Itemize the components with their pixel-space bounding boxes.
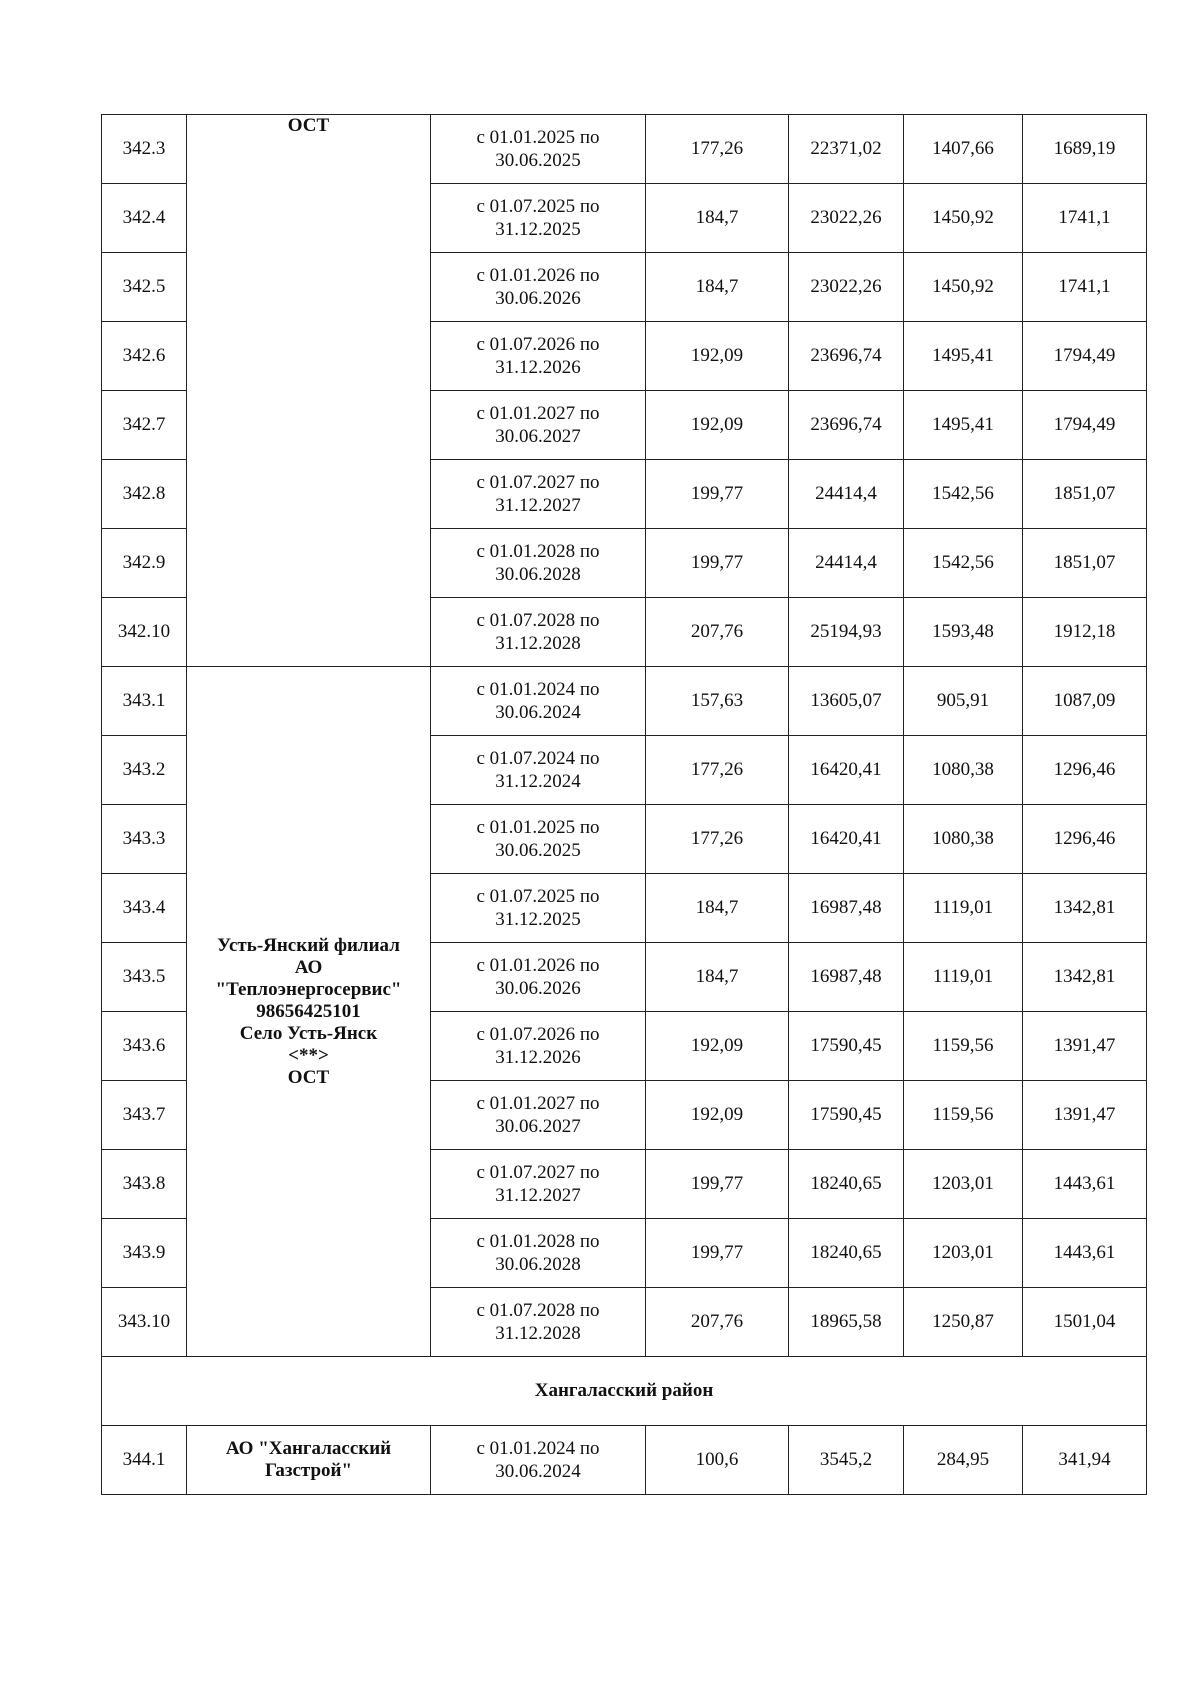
period-line: с 01.01.2026 по (476, 265, 600, 286)
organization-line: Усть-Янский филиал (217, 934, 400, 956)
period-line: 31.12.2025 (495, 219, 581, 240)
value-cell-1: 192,09 (646, 322, 789, 391)
period-line: 31.12.2027 (495, 495, 581, 516)
value-cell-2: 16987,48 (789, 874, 904, 943)
value-cell-2: 13605,07 (789, 667, 904, 736)
value-cell-3: 1119,01 (904, 943, 1023, 1012)
value-cell-4: 1851,07 (1023, 460, 1147, 529)
value-cell-1: 199,77 (646, 460, 789, 529)
value-cell-4: 1794,49 (1023, 322, 1147, 391)
value-cell-3: 1119,01 (904, 874, 1023, 943)
value-cell-3: 1159,56 (904, 1081, 1023, 1150)
value-cell-1: 100,6 (646, 1426, 789, 1495)
period-line: с 01.01.2026 по (476, 955, 600, 976)
value-cell-1: 207,76 (646, 598, 789, 667)
value-cell-1: 184,7 (646, 253, 789, 322)
value-cell-4: 1342,81 (1023, 943, 1147, 1012)
section-title: Хангаласский район (102, 1357, 1147, 1426)
value-cell-4: 1087,09 (1023, 667, 1147, 736)
value-cell-1: 199,77 (646, 529, 789, 598)
value-cell-3: 1593,48 (904, 598, 1023, 667)
period-cell (431, 529, 646, 598)
period-cell (431, 1012, 646, 1081)
value-cell-1: 184,7 (646, 943, 789, 1012)
section-row (102, 1357, 1147, 1426)
value-cell-4: 1296,46 (1023, 736, 1147, 805)
organization-line: ОСТ (287, 115, 330, 136)
value-cell-4: 1391,47 (1023, 1081, 1147, 1150)
row-number-cell: 343.1 (102, 667, 187, 736)
value-cell-3: 1080,38 (904, 736, 1023, 805)
value-cell-2: 18240,65 (789, 1219, 904, 1288)
period-line: 30.06.2025 (495, 150, 581, 171)
row-number-cell: 343.4 (102, 874, 187, 943)
period-line: с 01.07.2025 по (476, 196, 600, 217)
value-cell-4: 1443,61 (1023, 1219, 1147, 1288)
row-number-cell: 343.2 (102, 736, 187, 805)
period-cell (431, 943, 646, 1012)
value-cell-1: 157,63 (646, 667, 789, 736)
period-line: 31.12.2026 (495, 1047, 581, 1068)
period-line: с 01.07.2028 по (476, 1300, 600, 1321)
period-line: с 01.07.2026 по (476, 1024, 600, 1045)
period-line: с 01.01.2027 по (476, 1093, 600, 1114)
period-cell (431, 391, 646, 460)
value-cell-4: 1794,49 (1023, 391, 1147, 460)
row-number-cell: 342.5 (102, 253, 187, 322)
period-cell (431, 322, 646, 391)
value-cell-3: 1450,92 (904, 184, 1023, 253)
row-number-cell: 343.10 (102, 1288, 187, 1357)
organization-line: ОСТ (287, 1066, 330, 1088)
row-number-cell: 342.4 (102, 184, 187, 253)
period-cell (431, 805, 646, 874)
period-line: с 01.01.2028 по (476, 1231, 600, 1252)
period-line: с 01.07.2027 по (476, 472, 600, 493)
period-line: 30.06.2026 (495, 978, 581, 999)
period-line: 31.12.2028 (495, 1323, 581, 1344)
value-cell-2: 24414,4 (789, 460, 904, 529)
row-number-cell: 344.1 (102, 1426, 187, 1495)
value-cell-4: 1342,81 (1023, 874, 1147, 943)
value-cell-1: 177,26 (646, 115, 789, 184)
row-number-cell: 342.3 (102, 115, 187, 184)
period-line: с 01.01.2027 по (476, 403, 600, 424)
value-cell-3: 1159,56 (904, 1012, 1023, 1081)
period-cell (431, 1219, 646, 1288)
period-line: 30.06.2028 (495, 564, 581, 585)
value-cell-4: 1851,07 (1023, 529, 1147, 598)
value-cell-2: 23696,74 (789, 322, 904, 391)
organization-line: Село Усть-Янск (239, 1022, 378, 1044)
organization-line: <**> (288, 1044, 329, 1066)
tariff-table (101, 114, 1147, 1495)
value-cell-2: 23696,74 (789, 391, 904, 460)
value-cell-1: 184,7 (646, 874, 789, 943)
value-cell-2: 18240,65 (789, 1150, 904, 1219)
period-line: с 01.01.2024 по (476, 679, 600, 700)
value-cell-2: 17590,45 (789, 1081, 904, 1150)
value-cell-3: 1542,56 (904, 529, 1023, 598)
value-cell-4: 341,94 (1023, 1426, 1147, 1495)
period-line: 31.12.2024 (495, 771, 581, 792)
value-cell-3: 1407,66 (904, 115, 1023, 184)
value-cell-4: 1501,04 (1023, 1288, 1147, 1357)
value-cell-2: 17590,45 (789, 1012, 904, 1081)
value-cell-2: 16420,41 (789, 736, 904, 805)
organization-line: "Теплоэнергосервис" (215, 978, 402, 1000)
row-number-cell: 343.9 (102, 1219, 187, 1288)
period-line: с 01.01.2025 по (476, 817, 600, 838)
value-cell-1: 177,26 (646, 736, 789, 805)
period-line: 30.06.2026 (495, 288, 581, 309)
value-cell-3: 1203,01 (904, 1219, 1023, 1288)
value-cell-3: 905,91 (904, 667, 1023, 736)
value-cell-3: 1080,38 (904, 805, 1023, 874)
value-cell-3: 1450,92 (904, 253, 1023, 322)
period-line: с 01.01.2025 по (476, 127, 600, 148)
value-cell-1: 192,09 (646, 391, 789, 460)
organization-cell (187, 115, 431, 667)
period-cell (431, 115, 646, 184)
row-number-cell: 343.3 (102, 805, 187, 874)
period-line: с 01.07.2028 по (476, 610, 600, 631)
period-line: 31.12.2026 (495, 357, 581, 378)
value-cell-1: 184,7 (646, 184, 789, 253)
period-cell (431, 460, 646, 529)
value-cell-2: 22371,02 (789, 115, 904, 184)
organization-line: АО "Хангаласский (225, 1438, 392, 1459)
value-cell-1: 192,09 (646, 1081, 789, 1150)
value-cell-3: 1250,87 (904, 1288, 1023, 1357)
value-cell-3: 1495,41 (904, 391, 1023, 460)
row-number-cell: 342.8 (102, 460, 187, 529)
row-number-cell: 343.6 (102, 1012, 187, 1081)
value-cell-3: 1203,01 (904, 1150, 1023, 1219)
period-cell (431, 184, 646, 253)
table-row (102, 1426, 1147, 1495)
period-line: 31.12.2027 (495, 1185, 581, 1206)
row-number-cell: 342.6 (102, 322, 187, 391)
period-line: с 01.01.2024 по (476, 1438, 600, 1459)
period-cell (431, 1150, 646, 1219)
row-number-cell: 342.9 (102, 529, 187, 598)
value-cell-4: 1689,19 (1023, 115, 1147, 184)
period-cell (431, 253, 646, 322)
period-cell (431, 1081, 646, 1150)
period-line: 31.12.2028 (495, 633, 581, 654)
organization-line: АО (294, 956, 323, 978)
value-cell-1: 207,76 (646, 1288, 789, 1357)
value-cell-3: 284,95 (904, 1426, 1023, 1495)
period-line: 30.06.2027 (495, 426, 581, 447)
period-cell (431, 1426, 646, 1495)
value-cell-2: 24414,4 (789, 529, 904, 598)
value-cell-2: 23022,26 (789, 184, 904, 253)
value-cell-4: 1741,1 (1023, 184, 1147, 253)
organization-cell (187, 1426, 431, 1495)
period-line: 30.06.2028 (495, 1254, 581, 1275)
value-cell-2: 16987,48 (789, 943, 904, 1012)
row-number-cell: 342.7 (102, 391, 187, 460)
period-cell (431, 874, 646, 943)
organization-line: 98656425101 (256, 1000, 361, 1022)
period-cell (431, 598, 646, 667)
value-cell-2: 16420,41 (789, 805, 904, 874)
value-cell-4: 1741,1 (1023, 253, 1147, 322)
period-line: с 01.07.2026 по (476, 334, 600, 355)
value-cell-2: 3545,2 (789, 1426, 904, 1495)
value-cell-2: 25194,93 (789, 598, 904, 667)
value-cell-4: 1296,46 (1023, 805, 1147, 874)
row-number-cell: 343.5 (102, 943, 187, 1012)
period-line: 31.12.2025 (495, 909, 581, 930)
period-cell (431, 667, 646, 736)
value-cell-2: 23022,26 (789, 253, 904, 322)
value-cell-4: 1912,18 (1023, 598, 1147, 667)
value-cell-4: 1443,61 (1023, 1150, 1147, 1219)
value-cell-3: 1542,56 (904, 460, 1023, 529)
period-line: 30.06.2027 (495, 1116, 581, 1137)
period-line: 30.06.2024 (495, 1461, 581, 1482)
row-number-cell: 343.7 (102, 1081, 187, 1150)
period-line: с 01.07.2024 по (476, 748, 600, 769)
value-cell-3: 1495,41 (904, 322, 1023, 391)
table-row (102, 667, 1147, 736)
value-cell-1: 192,09 (646, 1012, 789, 1081)
value-cell-4: 1391,47 (1023, 1012, 1147, 1081)
period-cell (431, 1288, 646, 1357)
period-line: 30.06.2024 (495, 702, 581, 723)
organization-line: Газстрой" (264, 1460, 353, 1481)
value-cell-1: 199,77 (646, 1219, 789, 1288)
period-line: с 01.07.2025 по (476, 886, 600, 907)
value-cell-2: 18965,58 (789, 1288, 904, 1357)
table-row (102, 115, 1147, 184)
period-line: с 01.07.2027 по (476, 1162, 600, 1183)
period-cell (431, 736, 646, 805)
value-cell-1: 177,26 (646, 805, 789, 874)
value-cell-1: 199,77 (646, 1150, 789, 1219)
row-number-cell: 342.10 (102, 598, 187, 667)
row-number-cell: 343.8 (102, 1150, 187, 1219)
organization-cell (187, 667, 431, 1357)
period-line: 30.06.2025 (495, 840, 581, 861)
period-line: с 01.01.2028 по (476, 541, 600, 562)
